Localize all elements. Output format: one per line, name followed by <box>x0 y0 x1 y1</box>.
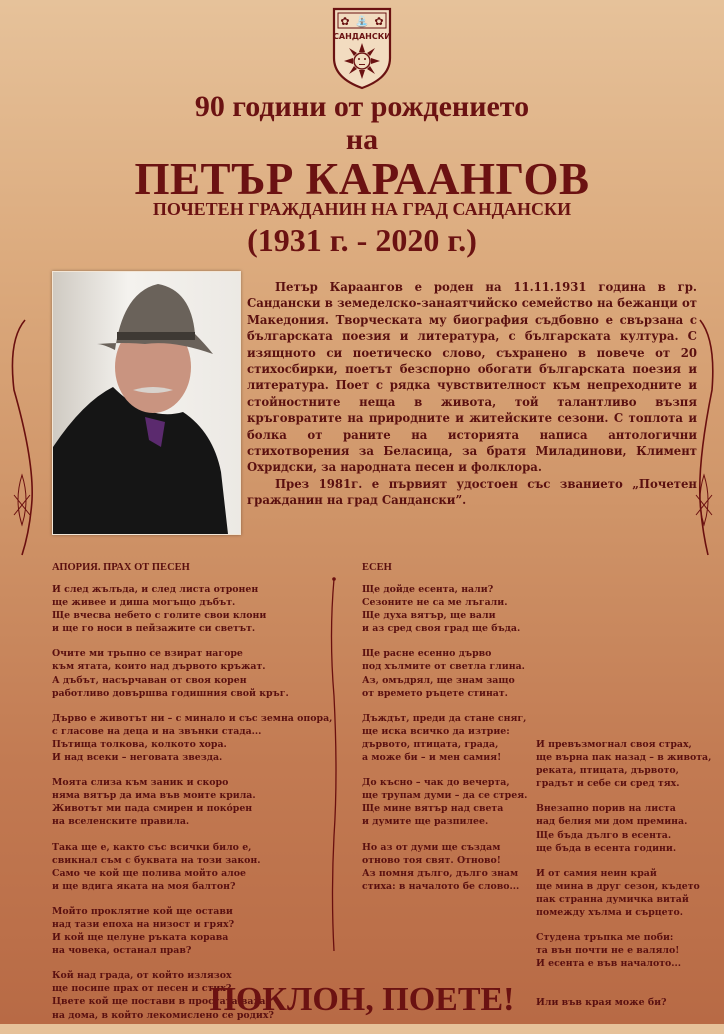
poem-aporia <box>52 562 333 1034</box>
poem-line: Ще духа вятър, ще вали <box>362 610 496 622</box>
poem-line: над белия ми дом премина. <box>536 816 688 828</box>
poem-stanza <box>362 712 532 764</box>
poem-line: Ще вчесва небето с голите свои клони <box>52 610 267 622</box>
center-divider-ornament <box>326 576 342 956</box>
poem-line: ще върна пак назад – в живота, <box>536 752 712 764</box>
poem-line: И от самия неин край <box>536 867 657 879</box>
poem-line: дървото, птицата, града, <box>362 738 499 750</box>
heading-anniversary: 90 години от рождението <box>194 90 530 123</box>
poem-line: под хълмите от светла глина. <box>362 661 525 673</box>
poem-line: на човека, останал прав? <box>52 945 192 957</box>
poem-line: И след жълъда, и след листа отронен <box>52 584 259 595</box>
poem-line: Но аз от думи ще създам <box>362 841 501 853</box>
poem-line: Мойто проклятие кой ще остави <box>52 905 233 917</box>
poem-line: отново тоя свят. Отново! <box>362 854 501 866</box>
poem-line: И кой ще целуне ръката корава <box>52 932 229 944</box>
poem-line: А дъбът, насърчаван от своя корен <box>52 674 247 686</box>
poem-line: няма вятър да има във моите крила. <box>52 790 256 802</box>
poem-line: над тази епоха на низост и грях? <box>52 918 235 930</box>
poem-line: на дома, в който лекомислено се родих? <box>52 1009 274 1021</box>
poem-line: свикнал съм с буквата на този закон. <box>52 854 261 866</box>
poem-line: Студена тръпка ме поби: <box>536 932 674 944</box>
poem-line: Така ще е, както със всички било е, <box>52 841 252 853</box>
poem-line: работливо довършва годишния свой кръг. <box>52 687 289 699</box>
poem-stanza <box>52 841 322 893</box>
poem-line: та вън почти не е валяло! <box>536 945 680 957</box>
poem-line: Пътища толкова, колкото хора. <box>52 738 227 750</box>
heading-of: на <box>345 123 379 156</box>
poem-line: и думите ще разпилее. <box>362 816 489 828</box>
poem-line: Моята слиза към заник и скоро <box>52 777 229 789</box>
poem-stanza <box>362 841 532 893</box>
poem-esen-continuation <box>536 738 721 1021</box>
poem-line: а може би – и мен самия! <box>362 752 502 764</box>
poem-line: Само че кой ще полива мойто алое <box>52 867 247 879</box>
poet-name: ПЕТЪР КАРААНГОВ <box>134 154 590 204</box>
poem-line: помежду хълма и сърцето. <box>536 907 683 919</box>
biography-text <box>247 279 697 509</box>
poem-line: Кой над града, от който излязох <box>52 970 232 982</box>
poem-line: градът и себе си сред тях. <box>536 778 680 790</box>
poem-line: пак странна думичка витай <box>536 893 689 905</box>
poem-stanza <box>52 905 322 957</box>
poem-stanza <box>536 931 721 983</box>
poem-line: ще посипе прах от песен и стих? <box>52 983 232 995</box>
svg-text:✿: ✿ <box>374 15 384 28</box>
poem-line: ще трупам думи – да се стрея. <box>362 790 528 802</box>
honorary-citizen-subtitle: ПОЧЕТЕН ГРАЖДАНИН НА ГРАД САНДАНСКИ <box>152 199 572 219</box>
svg-text:⛲: ⛲ <box>355 15 369 28</box>
poem-line: И над всеки – неговата звезда. <box>52 752 223 764</box>
poem-line: Цвете кой ще постави в простата ваза <box>52 996 266 1008</box>
poem-line: Дъждът, преди да стане сняг, <box>362 712 527 724</box>
poem-title: АПОРИЯ. ПРАХ ОТ ПЕСЕН <box>52 562 190 573</box>
poem-line: към ятата, които над дървото кръжат. <box>52 661 266 673</box>
poem-line: До късно – чак до вечерта, <box>362 777 510 789</box>
bio-paragraph: През 1981г. е първият удостоен със званието „Почетен гражданин на град Сандански”. <box>247 476 697 508</box>
poem-stanza <box>536 738 721 790</box>
poem-stanza <box>536 802 721 854</box>
life-years: (1931 г. - 2020 г.) <box>247 222 477 258</box>
poem-line: реката, птицата, дървото, <box>536 765 679 777</box>
poem-stanza <box>362 647 532 699</box>
poem-line: стиха: в началото бе слово... <box>362 880 520 892</box>
closing-tribute: ПОКЛОН, ПОЕТЕ! <box>209 981 515 1018</box>
poem-stanza <box>52 647 322 699</box>
right-flourish-ornament <box>690 300 724 560</box>
poem-line: и ще го носи в пейзажите си светът. <box>52 623 256 635</box>
poem-line: Дърво е животът ни – с минало и със земна опора, <box>52 712 333 724</box>
poem-line: на вселенските правила. <box>52 816 190 828</box>
poem-line: Сезоните не са ме лъгали. <box>362 597 508 609</box>
poet-portrait-photo <box>52 271 241 535</box>
poem-line: ще бъда в есента години. <box>536 842 677 854</box>
poem-line: Очите ми трьпно се взират нагоре <box>52 648 243 660</box>
poem-line: ще иска всичко да изтрие: <box>362 725 510 737</box>
poem-line: И есента е във началото... <box>536 958 682 970</box>
sandanski-crest-logo <box>331 6 393 90</box>
poem-line: Аз помня дълго, дълго знам <box>362 867 519 879</box>
crest-label: САНДАНСКИ <box>333 32 391 41</box>
svg-text:✿: ✿ <box>340 15 350 28</box>
poem-line: Ще расне есенно дърво <box>362 648 492 660</box>
poem-line: Внезапно порив на листа <box>536 803 676 815</box>
poem-esen <box>362 562 532 905</box>
poem-line: и ще вдига яката на моя балтон? <box>52 880 236 892</box>
poem-line: Ще дойде есента, нали? <box>362 584 494 595</box>
poem-line: с гласове на деца и на звънки стада... <box>52 725 262 737</box>
poem-line: Ще бъда дълго в есента. <box>536 829 672 841</box>
poem-stanza <box>536 867 721 919</box>
poem-line: Аз, омъдрял, ще знам защо <box>362 674 515 686</box>
poem-line: от времето ръцете стинат. <box>362 687 508 699</box>
bio-paragraph: Петър Караангов е роден на 11.11.1931 година в гр. Сандански в земеделско-занаятчийско семейство на бежанци от Македония. Творческата му биография съдбовно е свързана с българската поезия и литература, с българската култура. С изящното си поетическо слово, съхранено в повече от 20 стихосбирки, поетът безспорно обогати българската поезия и литература. Поет с рядка чувствителност към непреходните и стойностните неща в живота, той талантливо възпя кръговратите на природните и житейските сезони. С топлота и болка от раните на историята написа антологични стихотворения за Беласица, за братя Миладинови, Климент Охридски, за народната песен и фолклора. <box>247 280 697 475</box>
poem-stanza <box>52 583 322 635</box>
poem-line: Ще мине вятър над света <box>362 803 504 815</box>
poem-line: Или във края може би? <box>536 996 667 1008</box>
left-flourish-ornament <box>0 300 40 560</box>
poem-stanza <box>362 776 532 828</box>
poem-title: ЕСЕН <box>362 562 392 573</box>
poem-line: И превъзмогнал своя страх, <box>536 739 692 750</box>
poem-line: ще мина в друг сезон, където <box>536 880 700 892</box>
poem-line: и аз сред своя град ще бъда. <box>362 623 521 635</box>
poem-line: ще живее и диша могъщо дъбът. <box>52 597 236 609</box>
poem-stanza <box>52 712 333 764</box>
poem-stanza <box>52 776 322 828</box>
poem-line: Животът ми пада смирен и покóрен <box>52 803 253 815</box>
poem-stanza <box>362 583 532 635</box>
